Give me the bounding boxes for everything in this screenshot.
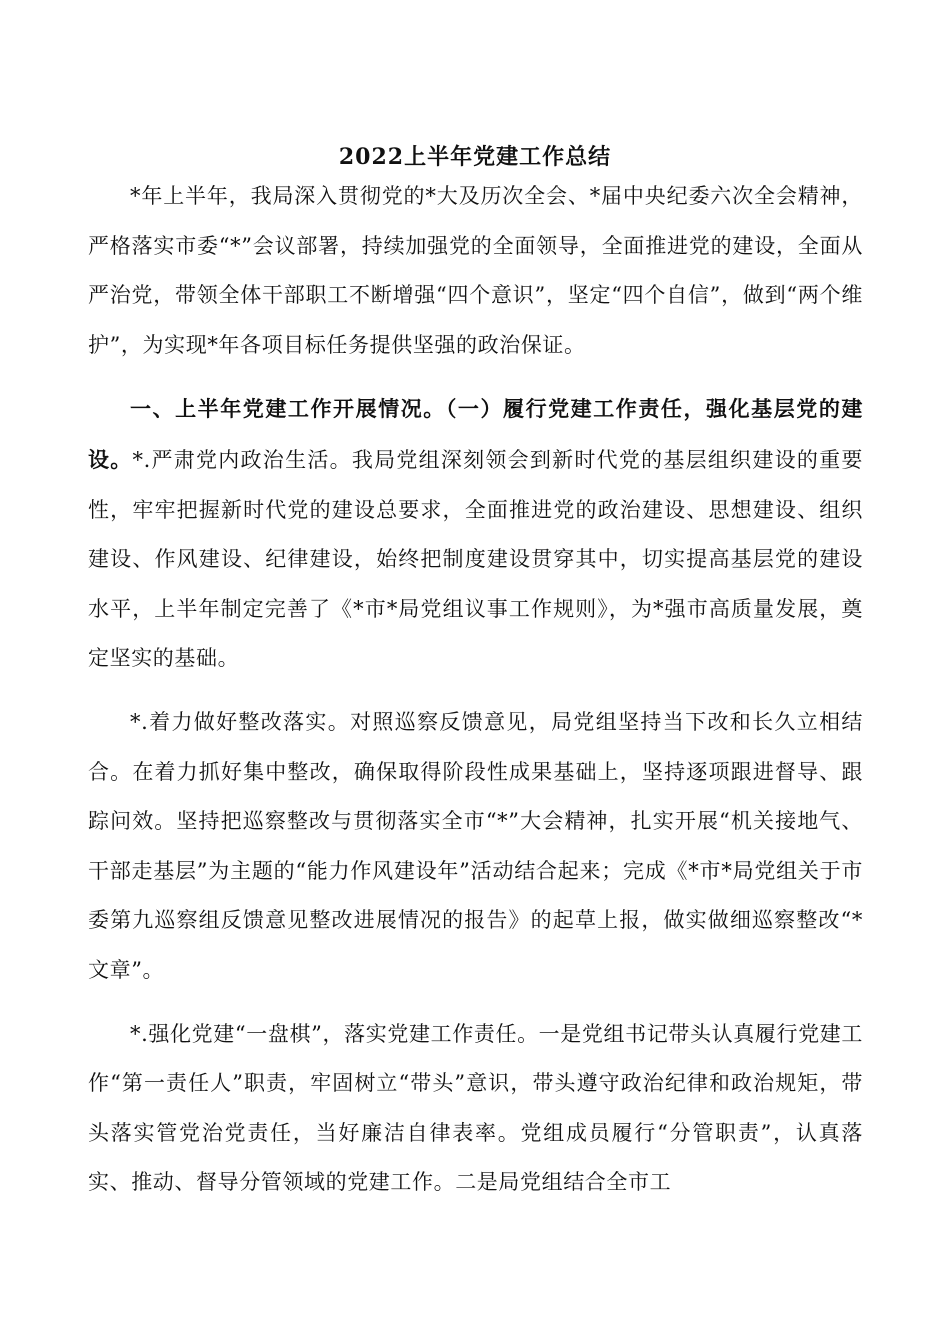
paragraph-text: *年上半年，我局深入贯彻党的*大及历次全会、*届中央纪委六次全会精神，严格落实市委“*”会议部署，持续加强党的全面领导，全面推进党的建设，全面从严治党，带领全体干部职工不断增强“四个意识”，坚定“四个自信”，做到“两个维护”，为实现*年各项目标任务提供坚强的政治保证。 <box>88 184 863 357</box>
paragraph-intro <box>88 172 863 370</box>
paragraph-responsibility <box>88 1010 863 1208</box>
paragraph-text: *.着力做好整改落实。对照巡察反馈意见，局党组坚持当下改和长久立相结合。在着力抓好集中整改，确保取得阶段性成果基础上，坚持逐项跟进督导、跟踪问效。坚持把巡察整改与贯彻落实全市“*”大会精神，扎实开展“机关接地气、干部走基层”为主题的“能力作风建设年”活动结合起来；完成《*市*局党组关于市委第九巡察组反馈意见整改进展情况的报告》的起草上报，做实做细巡察整改“*文章”。 <box>88 709 863 982</box>
paragraph-text: *.强化党建“一盘棋”，落实党建工作责任。一是党组书记带头认真履行党建工作“第一责任人”职责，牢固树立“带头”意识，带头遵守政治纪律和政治规矩，带头落实管党治党责任，当好廉洁自律表率。党组成员履行“分管职责”，认真落实、推动、督导分管领域的党建工作。二是局党组结合全市工 <box>88 1021 863 1195</box>
paragraph-section-one <box>88 384 863 684</box>
document-title: 2022上半年党建工作总结 <box>338 144 612 170</box>
paragraph-rectification <box>88 698 863 996</box>
paragraph-text: *.严肃党内政治生活。我局党组深刻领会到新时代党的基层组织建设的重要性，牢牢把握新时代党的建设总要求，全面推进党的政治建设、思想建设、组织建设、作风建设、纪律建设，始终把制度建设贯穿其中，切实提高基层党的建设水平，上半年制定完善了《*市*局党组议事工作规则》，为*强市高质量发展，奠定坚实的基础。 <box>88 447 863 671</box>
section-heading: 一、上半年党建工作开展情况。（一）履行党建工作责任，强化基层党的建设。 <box>88 396 863 472</box>
document-body <box>88 172 863 1210</box>
